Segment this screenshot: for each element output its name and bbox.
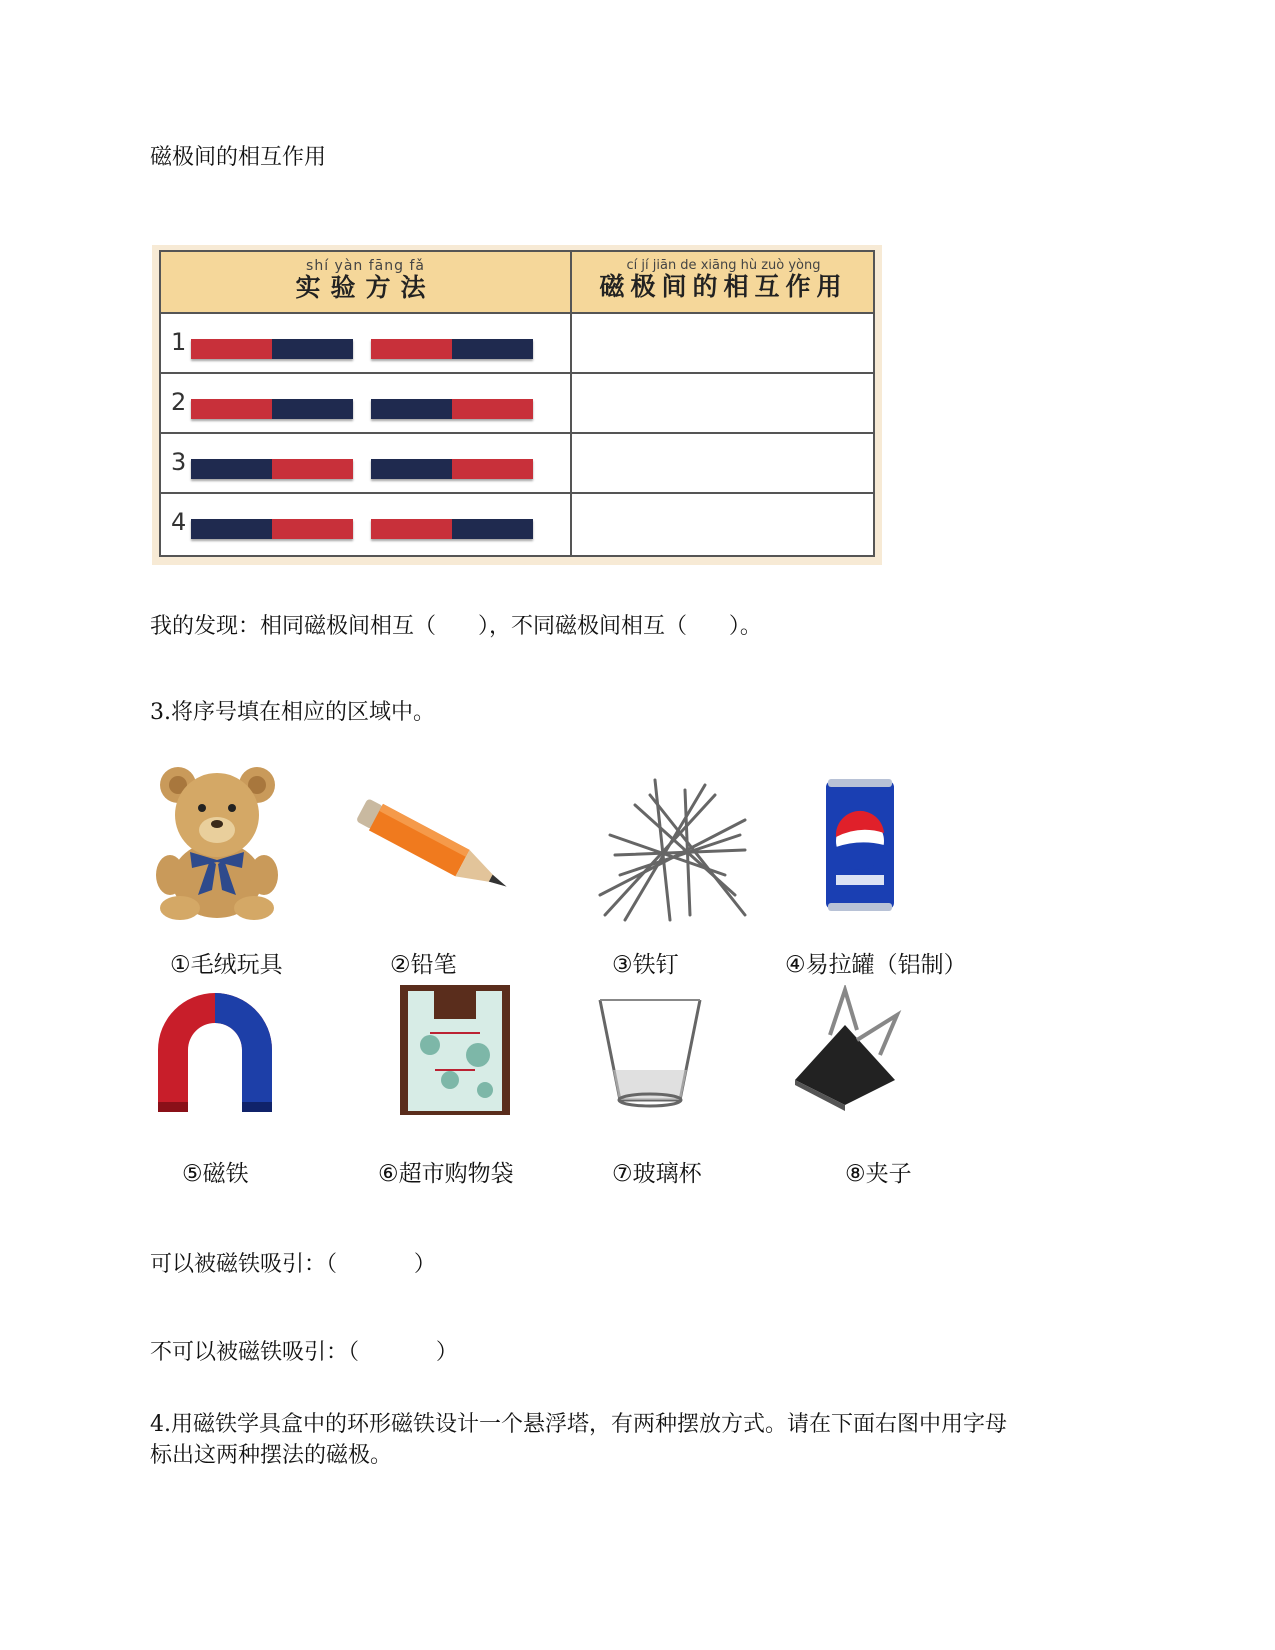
cannot-attract-line: 不可以被磁铁吸引：（ ）: [150, 1340, 458, 1365]
red-pole: [452, 459, 533, 479]
item-label-7: ⑦玻璃杯: [612, 1161, 702, 1187]
glass-cup-image: [595, 995, 705, 1115]
item-label-2: ②铅笔: [390, 952, 457, 978]
item-label-1: ①毛绒玩具: [170, 952, 283, 978]
row-number: 2: [171, 388, 187, 416]
header-interaction: [572, 252, 875, 312]
blue-pole: [272, 399, 353, 419]
binder-clip-image: [785, 985, 915, 1115]
can-attract-line: 可以被磁铁吸引：（ ）: [150, 1252, 436, 1277]
question-3: 3.将序号填在相应的区域中。: [150, 700, 435, 725]
table-header: [161, 252, 873, 314]
item-label-8: ⑧夹子: [845, 1161, 912, 1187]
blue-pole: [452, 339, 533, 359]
header-interaction-title: 磁极间的相互作用: [599, 272, 848, 301]
finding-text: 我的发现：相同磁极间相互（ ），不同磁极间相互（ ）。: [150, 614, 762, 639]
teddy-bear-image: [150, 760, 285, 920]
item-label-3: ③铁钉: [612, 952, 679, 978]
red-pole: [191, 399, 272, 419]
pencil-image: [350, 790, 530, 910]
table-row: [161, 374, 873, 434]
bar-magnet: [371, 399, 533, 419]
bar-magnet: [371, 519, 533, 539]
red-pole: [191, 339, 272, 359]
bar-magnet: [371, 339, 533, 359]
u-magnet-image: [150, 990, 280, 1125]
bar-magnet: [191, 519, 353, 539]
blue-pole: [191, 519, 272, 539]
blue-pole: [452, 519, 533, 539]
blue-pole: [371, 399, 452, 419]
header-method-pinyin: shí yàn fāng fǎ: [306, 258, 425, 274]
blue-pole: [272, 339, 353, 359]
table-body: [161, 314, 873, 555]
column-divider: [570, 252, 572, 555]
iron-nails-image: [595, 775, 755, 925]
blue-pole: [191, 459, 272, 479]
question-4-line-1: 4.用磁铁学具盒中的环形磁铁设计一个悬浮塔，有两种摆放方式。请在下面右图中用字母: [150, 1412, 1007, 1437]
shopping-bag-image: [400, 985, 510, 1115]
question-4-line-2: 标出这两种摆法的磁极。: [150, 1443, 393, 1468]
pepsi-can-image: [820, 775, 900, 915]
experiment-table: [159, 250, 875, 557]
red-pole: [452, 399, 533, 419]
item-label-4: ④易拉罐（铝制）: [785, 952, 967, 978]
bar-magnet: [371, 459, 533, 479]
table-row: [161, 494, 873, 554]
row-number: 1: [171, 328, 187, 356]
bar-magnet: [191, 459, 353, 479]
header-method: [161, 252, 570, 312]
item-label-6: ⑥超市购物袋: [378, 1161, 514, 1187]
item-label-5: ⑤磁铁: [182, 1161, 249, 1187]
header-interaction-pinyin: cí jí jiān de xiāng hù zuò yòng: [626, 258, 821, 273]
red-pole: [272, 519, 353, 539]
row-number: 3: [171, 448, 187, 476]
red-pole: [371, 339, 452, 359]
red-pole: [371, 519, 452, 539]
red-pole: [272, 459, 353, 479]
blue-pole: [371, 459, 452, 479]
experiment-table-frame: [152, 245, 882, 565]
section-title: 磁极间的相互作用: [150, 145, 327, 170]
table-row: [161, 434, 873, 494]
bar-magnet: [191, 399, 353, 419]
header-method-title: 实验方法: [295, 273, 436, 302]
row-number: 4: [171, 508, 187, 536]
bar-magnet: [191, 339, 353, 359]
table-row: [161, 314, 873, 374]
